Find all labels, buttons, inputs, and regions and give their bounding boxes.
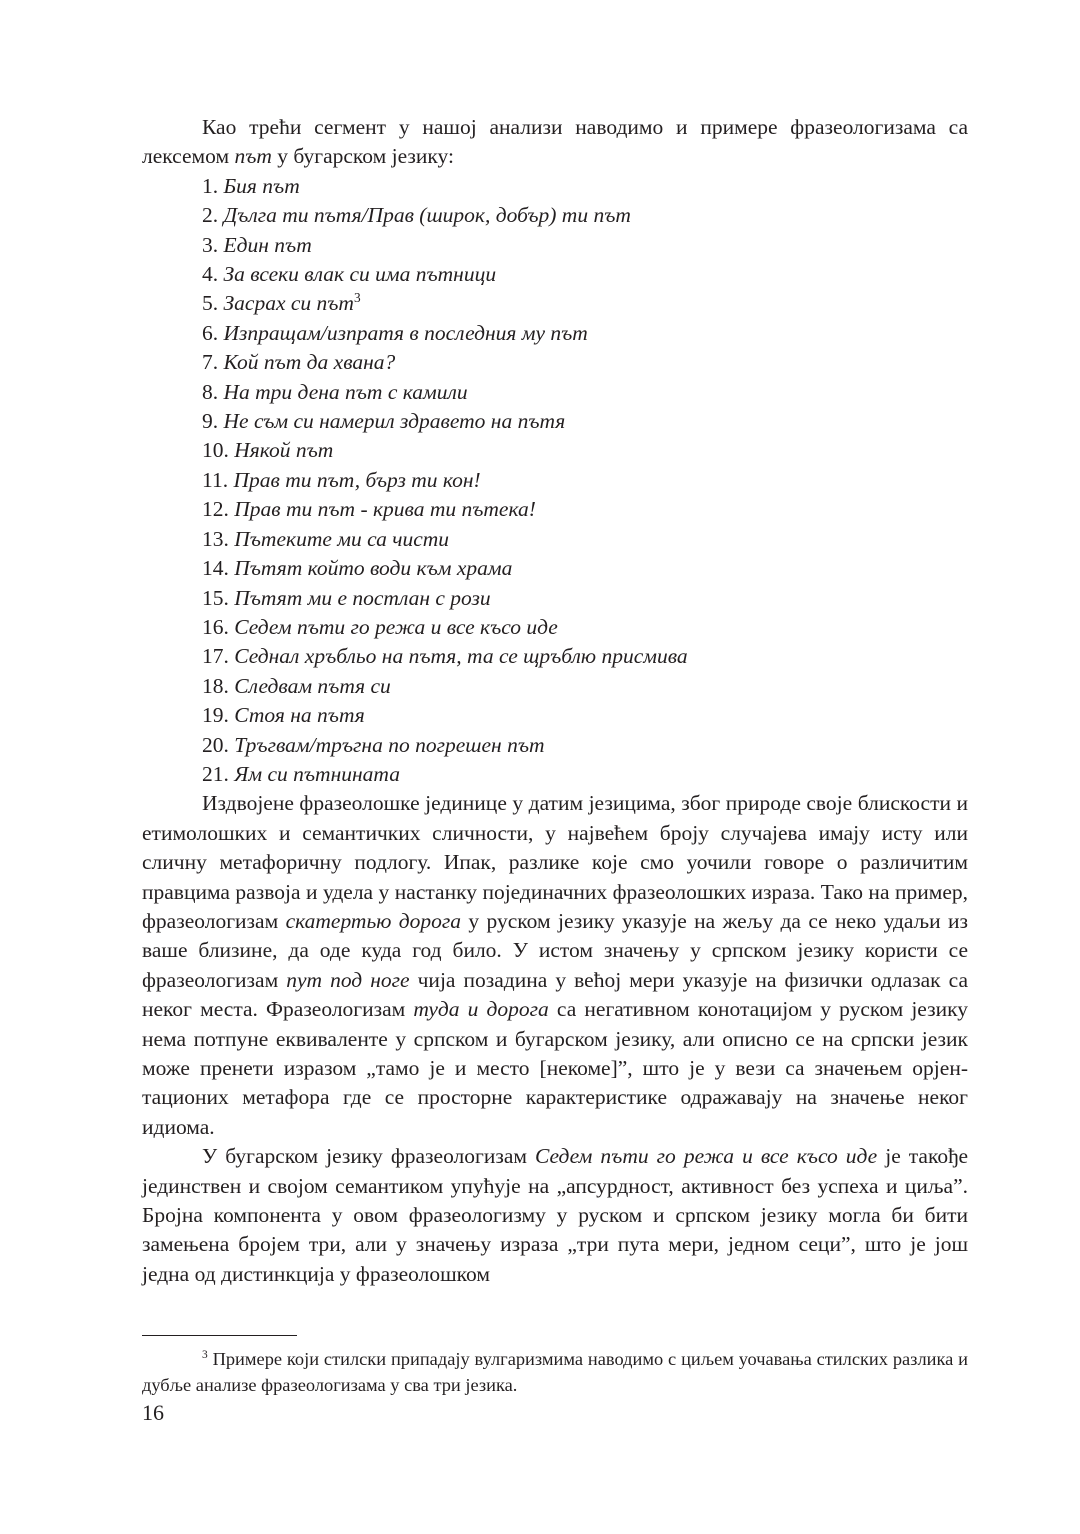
list-item: 15. Пътят ми е постлан с рози bbox=[202, 585, 491, 610]
page-number: 16 bbox=[142, 1400, 164, 1425]
term-tuda-i-doroga: туда и дорога bbox=[413, 997, 549, 1022]
paragraph-intro: Као трећи сегмент у нашој анализи наводимо и примере фразеологизама са лексемом път у бугарском језику: bbox=[142, 115, 968, 169]
list-item: 18. Следвам пътя си bbox=[202, 673, 391, 698]
list-item: 8. На три дена път с камили bbox=[202, 379, 468, 404]
paragraph-analysis: Издвојене фразеолошке јединице у датим језицима, због природе своје блискости и етимолошких и семантичких сличности, у највећем броју случајева имају исту или сличну метафоричну подлогу. Ипак, разлике које смо уочили говоре о различитим правцима развоја и удела у настанку појединачних фразеолошких израза. Тако на пример, фразеологизам скатертью дорога у руском језику указује на жељу да се неко удаљи из ваше близине, да оде куда год било. У истом значењу у српском језику користи се фразеологизам пут под ноге чија позадина у већој мери указује на физички одлазак са неког места. Фразеологизам туда и дорога са негативном конотацијом у руском језику нема потпуне еквиваленте у српском и бугарском језику, али описно се на српски језик може пренети изразом „тамо је и место [некоме]”, што је у вези са значењем орјентационих метафора где се просторне карактеристике одражавају на значење неког идиома. bbox=[142, 791, 968, 1139]
list-item: 4. За всеки влак си има пътници bbox=[202, 262, 497, 287]
list-item: 16. Седем пъти го режа и все късо иде bbox=[202, 614, 558, 639]
list-item: 12. Прав ти път - крива ти пътека! bbox=[202, 497, 536, 522]
footnote-reference[interactable]: 3 bbox=[353, 290, 361, 306]
body-text bbox=[142, 113, 968, 1289]
list-item: 6. Изпращам/изпратя в последния му път bbox=[202, 320, 588, 345]
footnote-marker: 3 bbox=[202, 1348, 208, 1361]
list-item: 19. Стоя на пътя bbox=[202, 703, 365, 728]
list-item: 21. Ям си пътнината bbox=[202, 761, 400, 786]
list-item: 10. Някой път bbox=[202, 438, 334, 463]
list-item: 9. Не съм си намерил здравето на пътя bbox=[202, 409, 566, 434]
term-sedem-pati: Седем пъти го режа и все късо иде bbox=[535, 1144, 878, 1169]
list-item: 14. Пътят който води към храма bbox=[202, 556, 513, 581]
list-item: 13. Пътеките ми са чисти bbox=[202, 526, 450, 551]
term-put: път bbox=[234, 144, 272, 169]
list-item: 20. Тръгвам/тръгна по погрешен път bbox=[202, 732, 545, 757]
list-item: 17. Седнал хръбльо на пътя, та се щръблю присмива bbox=[202, 644, 688, 669]
paragraph-bulgarian: У бугарском језику фразеологизам Седем пъти го режа и все късо иде је такође јединствен и својом семантиком упућује на „апсурдност, активност без успеха и циља”. Бројна компонента у овом фразеологизму у руском и српском језику могла би бити замењена бројем три, али у значењу израза „три пута мери, једном сеци”, што је још једна од дистинкција у фразеолошком bbox=[142, 1144, 969, 1286]
list-item: 2. Дълга ти пътя/Прав (широк, добър) ти път bbox=[202, 203, 631, 228]
list-item: 1. Бия път bbox=[202, 173, 300, 198]
list-item: 3. Един път bbox=[202, 232, 312, 257]
term-put-pod-noge: пут под ноге bbox=[286, 967, 410, 992]
list-item: 5. Засрах си път$^3$ bbox=[202, 290, 361, 316]
phraseology-list bbox=[142, 172, 968, 790]
term-skatertyu-doroga: скатертью дорога bbox=[285, 908, 462, 933]
list-item: 11. Прав ти път, бърз ти кон! bbox=[202, 467, 481, 492]
list-item: 7. Кой път да хвана? bbox=[202, 350, 396, 375]
footnote: $^3$ Примере који стилски припадају вулгаризмима наводимо с циљем уочавања стилских разлика и дубље анализе фразеологизама у сва три језика. bbox=[142, 1348, 968, 1395]
footnote-divider bbox=[142, 1335, 297, 1336]
